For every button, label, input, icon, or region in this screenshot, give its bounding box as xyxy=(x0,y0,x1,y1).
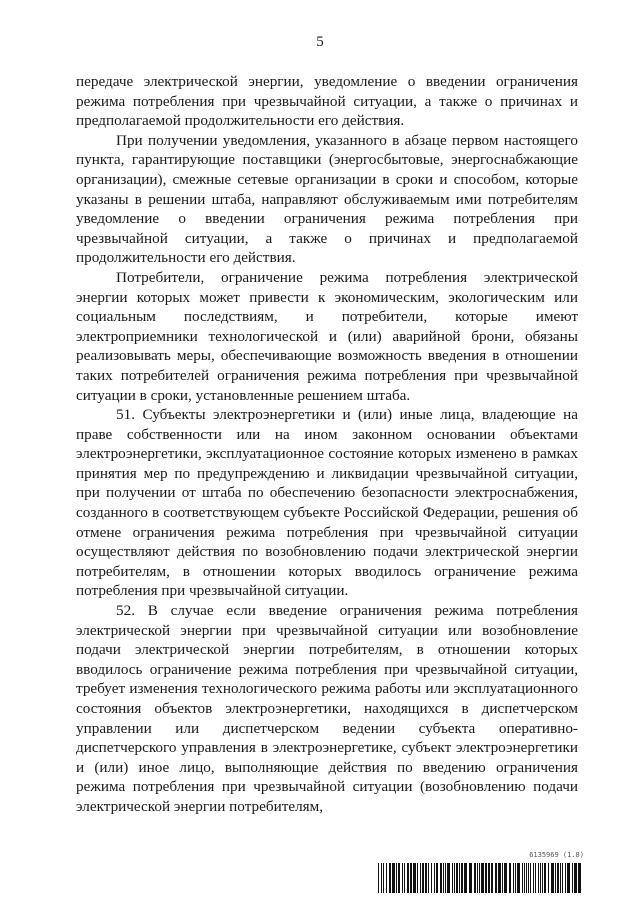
document-code: 6135969 (1.8) xyxy=(529,851,584,859)
page-number: 5 xyxy=(316,34,324,50)
document-body xyxy=(76,72,578,817)
document-footer xyxy=(378,851,584,893)
paragraph: При получении уведомления, указанного в абзаце первом настоящего пункта, гарантирующие поставщики (энергосбытовые, энергоснабжающие организации), смежные сетевые организации в сроки и способом, которые указаны в решении штаба, направляют обслуживаемым ими потребителям уведомление о введении ограничения режима потребления при чрезвычайной ситуации, а также о причинах и предполагаемой продолжительности его действия. xyxy=(76,131,578,267)
barcode-image xyxy=(378,863,584,893)
paragraph: 51. Субъекты электроэнергетики и (или) иные лица, владеющие на праве собственности или на ином законном основании объектами электроэнергетики, эксплуатационное состояние которых изменено в рамках принятия мер по предупреждению и ликвидации чрезвычайной ситуации, при получении от штаба по обеспечению безопасности электроснабжения, созданного в соответствующем субъекте Российской Федерации, решения об отмене ограничения режима потребления при чрезвычайной ситуации осуществляют действия по возобновлению подачи электрической энергии потребителям, в отношении которых вводилось ограничение режима потребления при чрезвычайной ситуации. xyxy=(76,406,578,600)
paragraph: 52. В случае если введение ограничения режима потребления электрической энергии при чрезвычайной ситуации или возобновление подачи электрической энергии потребителям, в отношении которых вводилось ограничение режима потребления при чрезвычайной ситуации, требует изменения технологического режима работы или эксплуатационного состояния объектов электроэнергетики, находящихся в диспетчерском управлении или диспетчерском ведении субъекта оперативно-диспетчерского управления в электроэнергетике, субъект электроэнергетики и (или) иное лицо, выполняющие действия по введению ограничения режима потребления при чрезвычайной ситуации (возобновлению подачи электрической энергии потребителям, xyxy=(76,602,578,815)
paragraph: передаче электрической энергии, уведомление о введении ограничения режима потребления при чрезвычайной ситуации, а также о причинах и предполагаемой продолжительности его действия. xyxy=(76,73,578,130)
paragraph: Потребители, ограничение режима потребления электрической энергии которых может привести к экономическим, экологическим или социальным последствиям, и потребители, которые имеют электроприемники технологической и (или) аварийной брони, обязаны реализовывать меры, обеспечивающие возможность введения в отношении таких потребителей ограничения режима потребления при чрезвычайной ситуации в сроки, установленные решением штаба. xyxy=(76,268,578,404)
